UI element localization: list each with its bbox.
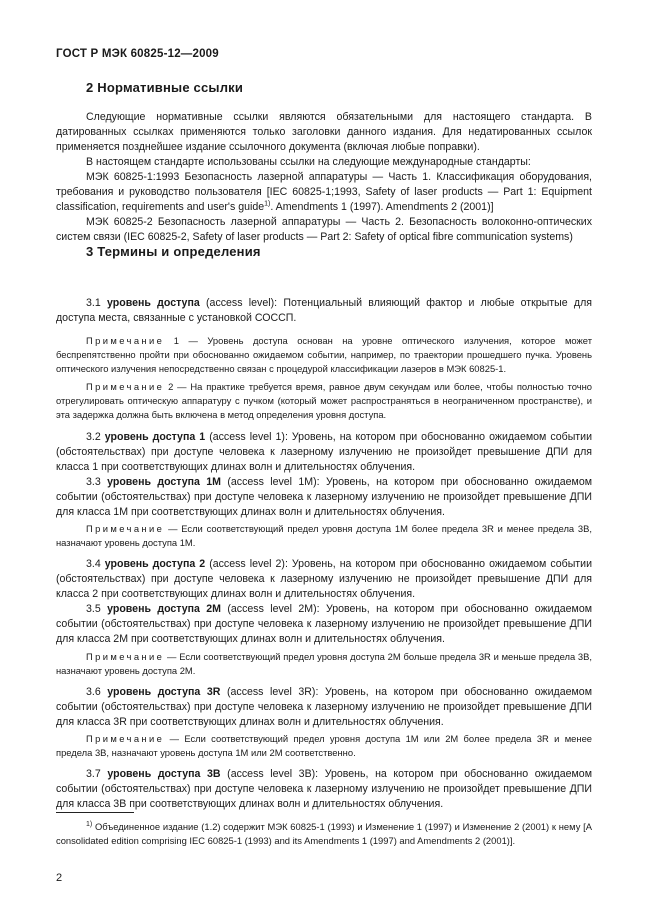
- term: уровень доступа 3B: [107, 768, 221, 780]
- term: уровень доступа 3R: [107, 686, 221, 698]
- footnote-marker: 1): [264, 200, 271, 208]
- section-2-paragraph-2: В настоящем стандарте использованы ссылки на следующие международные стандарты:: [86, 156, 531, 168]
- term: уровень доступа 1М: [107, 476, 222, 488]
- reference-iec-60825-2: МЭК 60825-2 Безопасность лазерной аппаратуры — Часть 2. Безопасность волоконно-оптических систем связи (IEC 60825-2, Safety of laser products — Part 2: Safety of optical fibre communication systems): [56, 216, 592, 243]
- section-2-title: 2 Нормативные ссылки: [86, 80, 244, 95]
- page-number: 2: [56, 872, 63, 884]
- definition-3-4: 3.4 уровень доступа 2 (access level 2): Уровень, на котором при обоснованно ожидаемом событии (обстоятельствах) при доступе человека к лазерному излучению не произойдет превышение ДПИ для класса 2 при соответствующих длинах волн и длительностях облучения.: [56, 558, 592, 600]
- reference-iec-60825-1: МЭК 60825-1:1993 Безопасность лазерной аппаратуры — Часть 1. Классификация оборудования, требования и руководство пользователя [IEC 60825-1;1993, Safety of laser products — Part 1: Equipment classification, requirements and user's guide$^{1)}$. Amendments 1 (1997). Amendments 2 (2001)]: [56, 171, 592, 213]
- document-header: ГОСТ Р МЭК 60825-12—2009: [56, 48, 219, 60]
- definition-3-7: 3.7 уровень доступа 3B (access level 3B): Уровень, на котором при обоснованно ожидаемом событии (обстоятельствах) при доступе человека к лазерному излучению не произойдет превышение ДПИ для класса 3B при соответствующих длинах волн и длительностях облучения.: [56, 768, 592, 810]
- note-3-3: Примечание — Если соответствующий предел уровня доступа 1М более предела 3R и менее предела 3B, назначают уровень доступа 1М.: [56, 523, 593, 548]
- footnote-mark: 1): [86, 820, 93, 828]
- term: уровень доступа: [107, 297, 200, 309]
- term: уровень доступа 2: [104, 558, 206, 570]
- section-2-paragraph-1: Следующие нормативные ссылки являются обязательными для настоящего стандарта. В датированных ссылках применяются только заголовки данного издания. Для недатированных ссылок применяется позднейшее издание ссылочного документа (включая любые поправки).: [56, 111, 592, 153]
- definition-3-2: 3.2 уровень доступа 1 (access level 1): Уровень, на котором при обоснованно ожидаемом событии (обстоятельствах) при доступе человека к лазерному излучению не произойдет превышение ДПИ для класса 1 при соответствующих длинах волн и длительностях облучения.: [56, 431, 592, 473]
- note-3-5: Примечание — Если соответствующий предел уровня доступа 2М больше предела 3R и меньше предела 3B, назначают уровень доступа 2М.: [56, 651, 593, 676]
- footnote-separator: [56, 812, 134, 813]
- definition-3-3: 3.3 уровень доступа 1М (access level 1M): Уровень, на котором при обоснованно ожидаемом событии (обстоятельствах) при доступе человека к лазерному излучению не произойдет превышение ДПИ для класса 1М при соответствующих длинах волн и длительностях облучения.: [56, 476, 593, 518]
- section-3-title: 3 Термины и определения: [86, 244, 261, 259]
- term: уровень доступа 2М: [107, 603, 222, 615]
- note-3-1-1: Примечание 1 — Уровень доступа основан на уровне оптического излучения, которое может беспрепятственно пройти при обоснованно ожидаемом событии, например, по траектории прошедшего пучка. Уровень оптического излучения непосредственно связан с процедурой классификации лазеров в МЭК 60825-1.: [56, 335, 593, 374]
- term: уровень доступа 1: [104, 431, 206, 443]
- note-3-6: Примечание — Если соответствующий предел уровня доступа 1М или 2М более предела 3R и менее предела 3B, назначают уровень доступа 1М или 2М соответственно.: [56, 733, 592, 758]
- definition-3-6: 3.6 уровень доступа 3R (access level 3R): Уровень, на котором при обоснованно ожидаемом событии (обстоятельствах) при доступе человека к лазерному излучению не произойдет превышение ДПИ для класса 3R при соответствующих длинах волн и длительностях облучения.: [56, 686, 592, 728]
- definition-3-5: 3.5 уровень доступа 2М (access level 2M): Уровень, на котором при обоснованно ожидаемом событии (обстоятельствах) при доступе человека к лазерному излучению не произойдет превышение ДПИ для класса 2М при соответствующих длинах волн и длительностях облучения.: [56, 603, 593, 645]
- footnote: $^{1)}$ Объединенное издание (1.2) содержит МЭК 60825-1 (1993) и Изменение 1 (1997) и Изменение 2 (2001) к нему [A consolidated edition comprising IEC 60825-1 (1993) and its Amendments 1 (1997) and Amendments 2 (2001)].: [56, 820, 592, 846]
- definition-3-1: 3.1 уровень доступа (access level): Потенциальный влияющий фактор и любые открытые для доступа места, связанные с установкой СОССП.: [56, 297, 592, 324]
- note-3-1-2: Примечание 2 — На практике требуется время, равное двум секундам или более, чтобы полностью точно отрегулировать оптическую аппаратуру с пучком (который может распространяться в неограниченном пространстве), и эта задержка должна быть включена в метод определения уровня доступа.: [56, 381, 592, 420]
